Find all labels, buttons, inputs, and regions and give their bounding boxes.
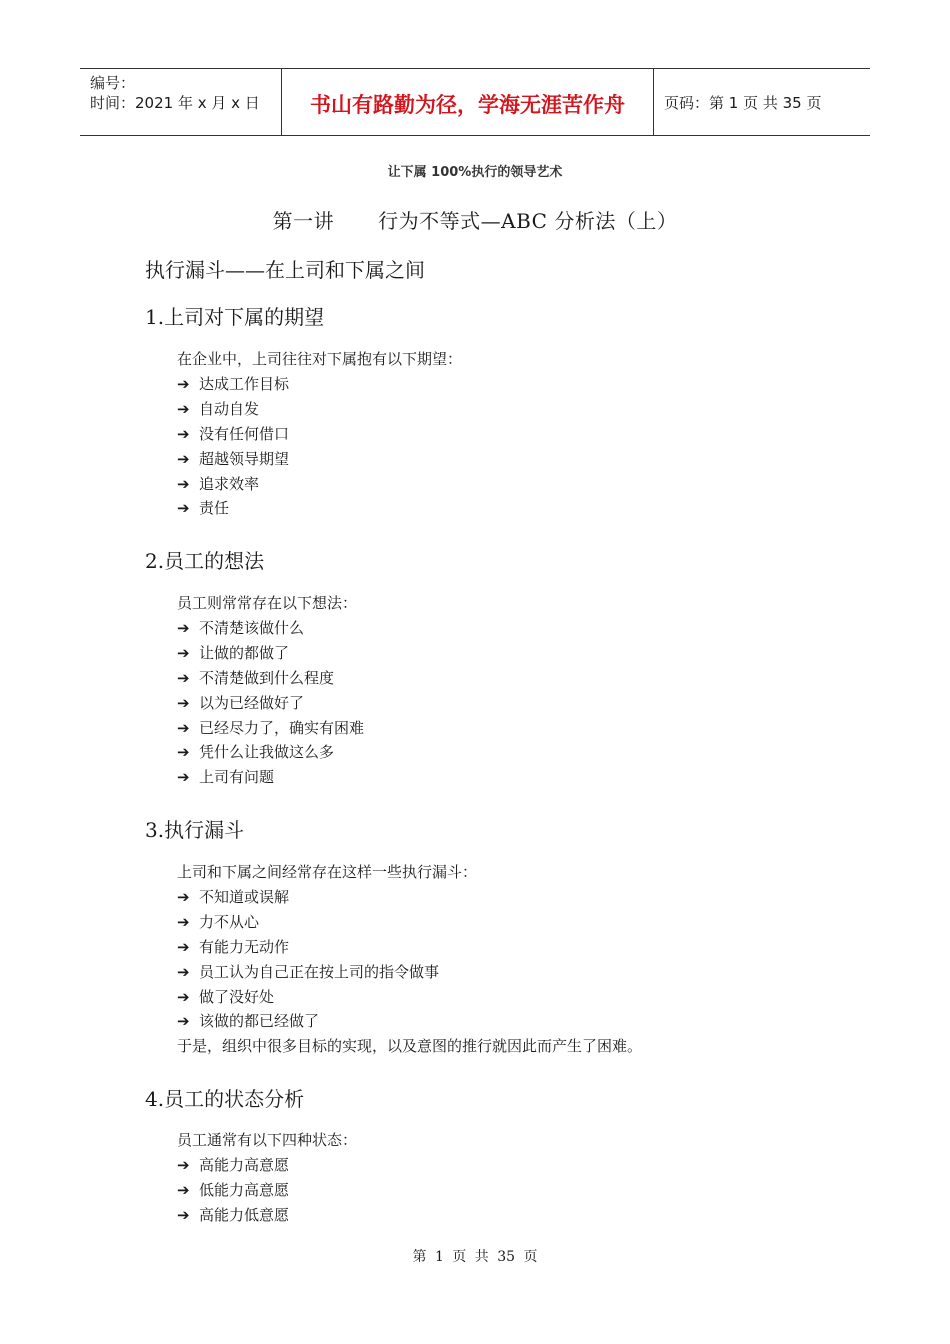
- lecture-name: 行为不等式—ABC 分析法（上）: [378, 209, 678, 233]
- list-item: [177, 960, 642, 985]
- list-item: [177, 1203, 357, 1228]
- list-item: [177, 641, 364, 666]
- list-item-text: 已经尽力了，确实有困难: [199, 718, 365, 737]
- list-item-text: 责任: [199, 499, 230, 518]
- list-item-text: 不清楚该做什么: [199, 618, 305, 637]
- arrow-icon: ➔: [177, 887, 190, 906]
- arrow-icon: ➔: [177, 424, 190, 443]
- section-body: [177, 591, 364, 790]
- arrow-icon: ➔: [177, 987, 190, 1006]
- section-heading: 2.员工的想法: [145, 549, 265, 573]
- arrow-icon: ➔: [177, 643, 190, 662]
- arrow-icon: ➔: [177, 499, 190, 518]
- header-table: [80, 68, 870, 136]
- section-lead: 员工则常常存在以下想法：: [177, 594, 358, 612]
- section-heading: 1.上司对下属的期望: [145, 305, 325, 329]
- list-item: [177, 910, 642, 935]
- time-label: 时间：2021 年 x 月 x 日: [90, 94, 260, 112]
- list-item: [177, 691, 364, 716]
- section-lead: 上司和下属之间经常存在这样一些执行漏斗：: [177, 863, 478, 881]
- list-item-text: 让做的都做了: [199, 643, 290, 662]
- list-item-text: 没有任何借口: [199, 424, 290, 443]
- list-item: [177, 885, 642, 910]
- list-item-text: 做了没好处: [199, 987, 275, 1006]
- arrow-icon: ➔: [177, 1180, 190, 1199]
- header-page-label: 页码：第 1 页 共 35 页: [664, 93, 822, 112]
- list-item: [177, 740, 364, 765]
- list-item: [177, 716, 364, 741]
- list-item-text: 该做的都已经做了: [199, 1012, 320, 1031]
- section-body: [177, 1128, 357, 1228]
- list-item-text: 高能力高意愿: [199, 1155, 290, 1174]
- arrow-icon: ➔: [177, 768, 190, 787]
- arrow-icon: ➔: [177, 618, 190, 637]
- lecture-title: [0, 205, 950, 234]
- list-item-text: 凭什么让我做这么多: [199, 743, 335, 762]
- list-item-text: 有能力无动作: [199, 937, 290, 956]
- document-title: 让下属 100%执行的领导艺术: [387, 165, 563, 180]
- arrow-icon: ➔: [177, 449, 190, 468]
- list-item: [177, 372, 462, 397]
- section-heading: 4.员工的状态分析: [145, 1087, 305, 1111]
- arrow-icon: ➔: [177, 937, 190, 956]
- list-item-text: 达成工作目标: [199, 374, 290, 393]
- number-label: 编号：: [90, 74, 136, 92]
- section-lead: 在企业中，上司往往对下属抱有以下期望：: [177, 350, 463, 368]
- intro-heading: 执行漏斗——在上司和下属之间: [145, 258, 425, 282]
- list-item: [177, 985, 642, 1010]
- list-item: [177, 1153, 357, 1178]
- lecture-number: 第一讲: [272, 209, 335, 233]
- arrow-icon: ➔: [177, 474, 190, 493]
- list-item-text: 力不从心: [199, 912, 260, 931]
- list-item-text: 自动自发: [199, 399, 260, 418]
- section-body: [177, 347, 462, 521]
- header-meta: [80, 69, 282, 135]
- section-heading: 3.执行漏斗: [145, 818, 245, 842]
- list-item-text: 不知道或误解: [199, 887, 290, 906]
- list-item-text: 员工认为自己正在按上司的指令做事: [199, 962, 440, 981]
- arrow-icon: ➔: [177, 1012, 190, 1031]
- list-item-text: 高能力低意愿: [199, 1205, 290, 1224]
- list-item: [177, 472, 462, 497]
- arrow-icon: ➔: [177, 743, 190, 762]
- list-item-text: 以为已经做好了: [199, 693, 305, 712]
- list-item-text: 上司有问题: [199, 768, 275, 787]
- list-item: [177, 447, 462, 472]
- list-item: [177, 496, 462, 521]
- section-closing: 于是，组织中很多目标的实现，以及意图的推行就因此而产生了困难。: [177, 1037, 643, 1056]
- arrow-icon: ➔: [177, 962, 190, 981]
- page-footer: 第 1 页 共 35 页: [412, 1249, 538, 1265]
- list-item-text: 低能力高意愿: [199, 1180, 290, 1199]
- list-item: [177, 397, 462, 422]
- list-item-text: 超越领导期望: [199, 449, 290, 468]
- list-item-text: 追求效率: [199, 474, 260, 493]
- list-item: [177, 1178, 357, 1203]
- list-item: [177, 616, 364, 641]
- list-item: [177, 666, 364, 691]
- list-item: [177, 1009, 642, 1034]
- list-item: [177, 422, 462, 447]
- section-lead: 员工通常有以下四种状态：: [177, 1131, 358, 1149]
- header-motto: 书山有路勤为径，学海无涯苦作舟: [282, 69, 654, 135]
- arrow-icon: ➔: [177, 912, 190, 931]
- list-item: [177, 935, 642, 960]
- arrow-icon: ➔: [177, 374, 190, 393]
- arrow-icon: ➔: [177, 668, 190, 687]
- section-body: [177, 860, 642, 1059]
- arrow-icon: ➔: [177, 1205, 190, 1224]
- arrow-icon: ➔: [177, 718, 190, 737]
- arrow-icon: ➔: [177, 1155, 190, 1174]
- arrow-icon: ➔: [177, 399, 190, 418]
- arrow-icon: ➔: [177, 693, 190, 712]
- list-item-text: 不清楚做到什么程度: [199, 668, 335, 687]
- list-item: [177, 765, 364, 790]
